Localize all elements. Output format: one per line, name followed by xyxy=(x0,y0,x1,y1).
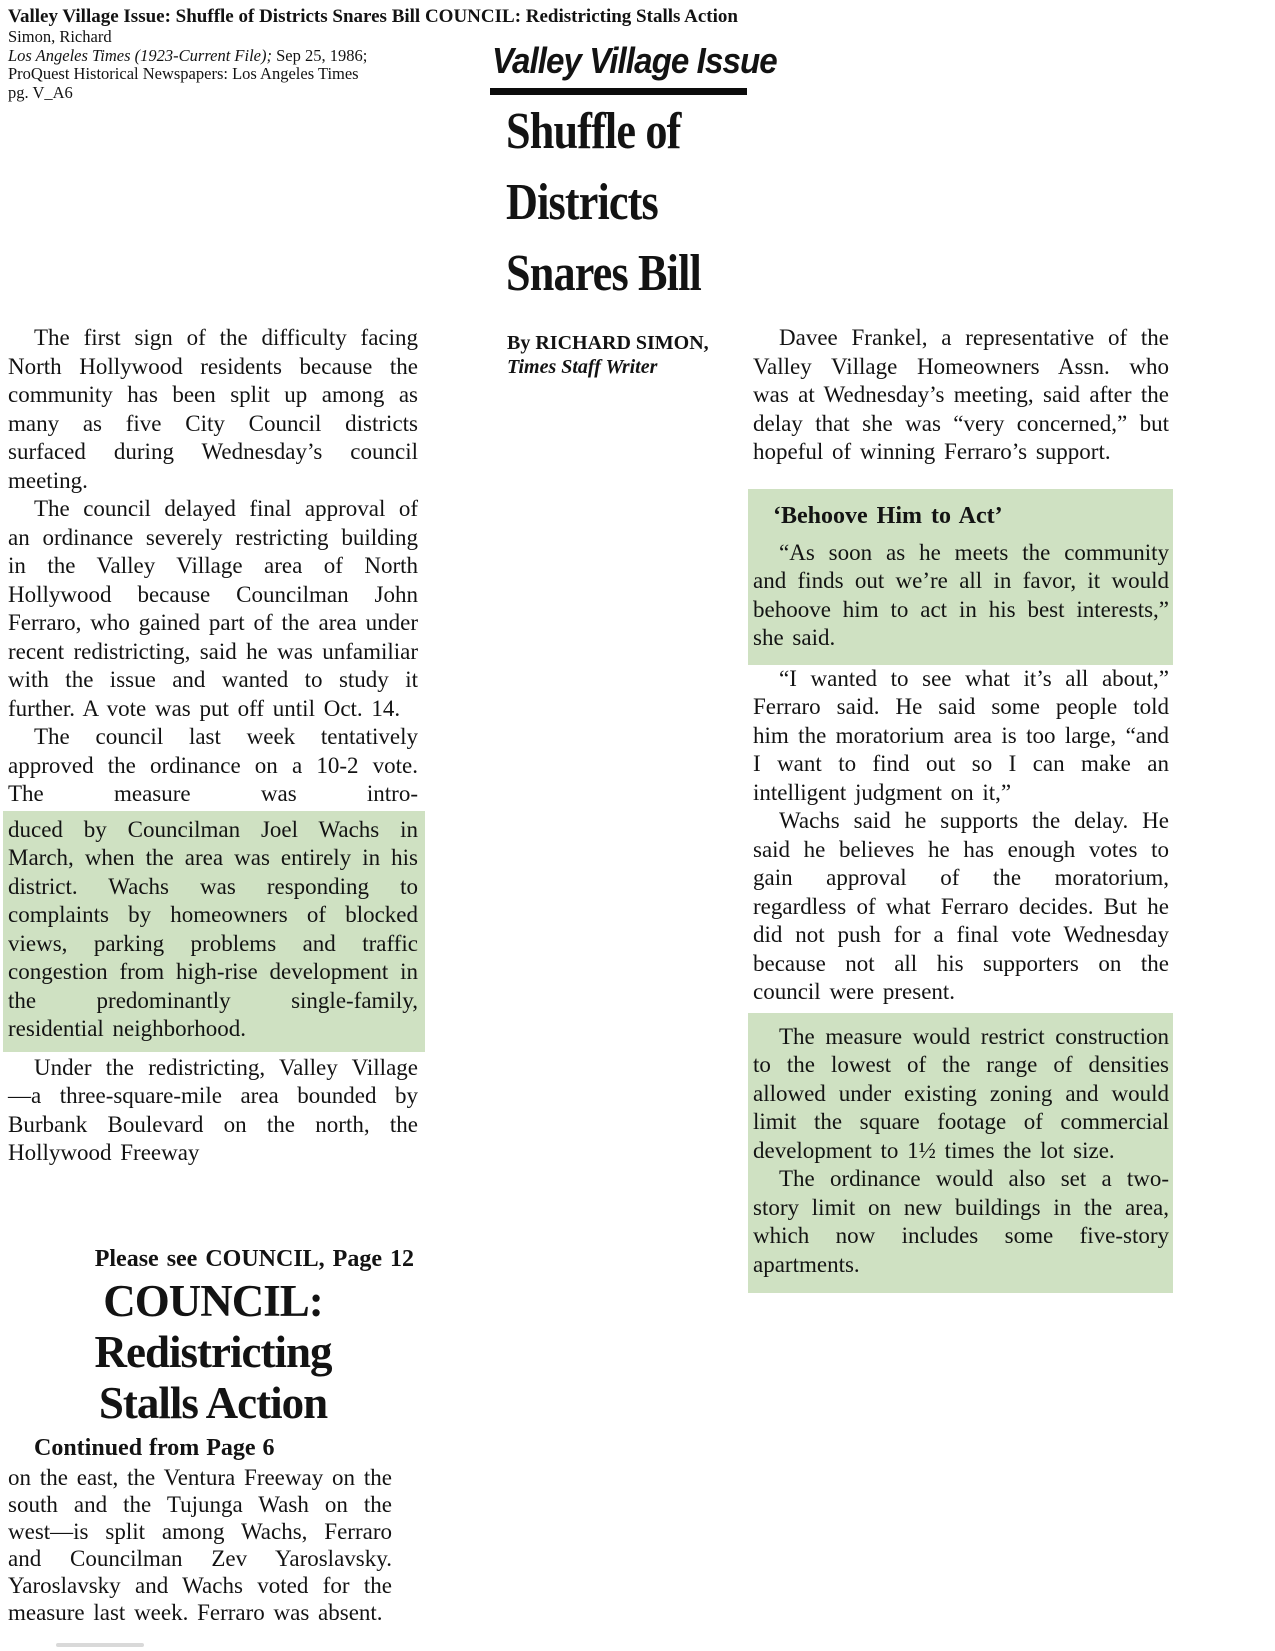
main-headline xyxy=(506,96,786,309)
highlight-block-left xyxy=(3,811,425,1052)
right-paragraph-2: “I wanted to see what it’s all about,” Ferraro said. He said some people told him the moratorium area is too large, “and I want to find out so I can make an intelligent judgment on it,” xyxy=(753,665,1169,805)
right-column xyxy=(753,324,1169,1293)
citation-title: Valley Village Issue: Shuffle of Districts Snares Bill COUNCIL: Redistricting Stalls Action xyxy=(8,6,738,27)
left-paragraph-1: The first sign of the difficulty facing North Hollywood residents because the community has been split up among as many as five City Council districts surfaced during Wednesday’s council meeting. xyxy=(8,325,418,493)
continued-from-line: Continued from Page 6 xyxy=(34,1435,275,1461)
left-paragraph-3-start: The council last week tentatively approved the ordinance on a 10-2 vote. The measure was intro- xyxy=(8,724,418,806)
right-paragraph-3: Wachs said he supports the delay. He said he believes he has enough votes to gain approval of the moratorium, regardless of what Ferraro decides. But he did not push for a final vote Wednesday because not all his supporters on the council were present. xyxy=(753,808,1169,1004)
left-paragraph-2: The council delayed final approval of an ordinance severely restricting building in the Valley Village area of North Hollywood because Councilman John Ferraro, who gained part of the area under recent redistricting, said he was unfamiliar with the issue and wanted to study it further. A vote was put off until Oct. 14. xyxy=(8,496,418,721)
jump-body-paragraph: on the east, the Ventura Freeway on the south and the Tujunga Wash on the west—is split among Wachs, Ferraro and Councilman Zev Yaroslavsky. Yaroslavsky and Wachs voted for the measure last week. Ferraro was absent. xyxy=(8,1465,392,1625)
jump-headline-line-3: Stalls Action xyxy=(98,1378,328,1428)
citation-author: Simon, Richard xyxy=(8,27,112,46)
behoove-paragraph: “As soon as he meets the community and finds out we’re all in favor, it would behoove him to act in his best interests,” she said. xyxy=(753,539,1169,650)
measure-paragraph-2: The ordinance would also set a two-story limit on new buildings in the area, which now includes some five-story apartments. xyxy=(753,1166,1169,1277)
measure-paragraph-1: The measure would restrict construction to the lowest of the range of densities allowed under existing zoning and would limit the square footage of commercial development to 1½ times the lot size. xyxy=(753,1023,1169,1163)
headline-line-1: Shuffle of xyxy=(506,103,681,160)
highlight-block-measure xyxy=(748,1013,1173,1294)
subhead-behoove-him-to-act: ‘Behoove Him to Act’ xyxy=(773,502,1003,529)
citation-database: ProQuest Historical Newspapers: Los Angeles Times xyxy=(8,64,359,83)
byline-role: Times Staff Writer xyxy=(507,356,658,378)
byline xyxy=(507,331,747,379)
citation-page-number: pg. V_A6 xyxy=(8,82,73,102)
see-also-line: Please see COUNCIL, Page 12 xyxy=(94,1246,414,1272)
kicker-underline-rule xyxy=(490,88,747,95)
jump-headline-line-2: Redistricting xyxy=(94,1327,332,1377)
jump-headline-line-1: COUNCIL: xyxy=(103,1276,323,1326)
left-paragraph-4: Under the redistricting, Valley Village—a three-square-mile area bounded by Burbank Boulevard on the north, the Hollywood Freeway xyxy=(8,1054,418,1165)
headline-line-2: Districts xyxy=(506,174,658,231)
right-paragraph-1: Davee Frankel, a representative of the Valley Village Homeowners Assn. who was at Wednesday’s meeting, said after the delay that she was “very concerned,” but hopeful of winning Ferraro’s support. xyxy=(753,325,1169,464)
scan-artifact-smudge xyxy=(56,1643,144,1647)
highlight-block-behoove xyxy=(748,489,1173,665)
kicker-headline: Valley Village Issue xyxy=(492,40,777,81)
byline-author: By RICHARD SIMON, xyxy=(507,332,709,354)
left-paragraph-3-highlighted: duced by Councilman Joel Wachs in March, when the area was entirely in his district. Wachs was responding to complaints by homeowners of blocked views, parking problems and traffic congestion from high-rise development in the predominantly single-family, residential neighborhood. xyxy=(8,816,418,1041)
jump-section xyxy=(8,1244,418,1626)
left-column xyxy=(8,324,418,1168)
citation-source-date: Sep 25, 1986; xyxy=(271,45,368,65)
jump-headline xyxy=(8,1276,418,1429)
citation-source-title: Los Angeles Times (1923-Current File); xyxy=(8,45,272,65)
headline-line-3: Snares Bill xyxy=(506,245,701,302)
